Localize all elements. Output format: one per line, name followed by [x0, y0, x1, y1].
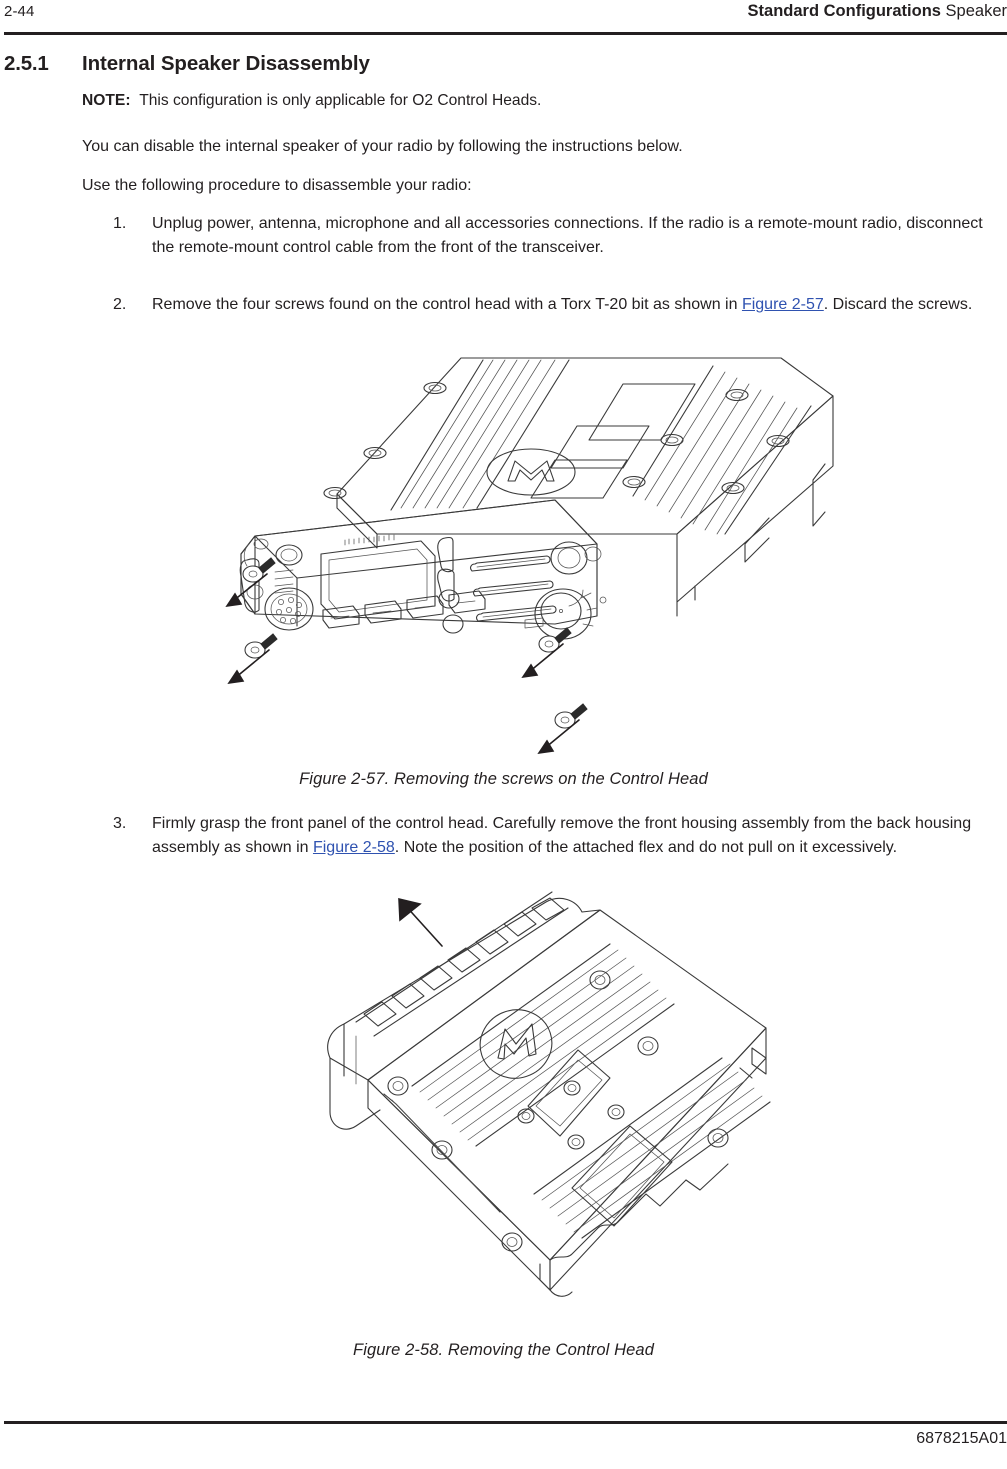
- procedure-step-1: [113, 212, 993, 259]
- procedure-step-3: [113, 812, 993, 859]
- step-text-after: . Note the position of the attached flex and do not pull on it excessively.: [394, 838, 898, 856]
- intro-paragraph-2: Use the following procedure to disassemble your radio:: [82, 177, 472, 194]
- step-text: Unplug power, antenna, microphone and all accessories connections. If the radio is a remote-mount radio, disconnect the remote-mount control cable from the front of the transceiver.: [152, 215, 983, 256]
- footer-part-number: 6878215A01: [916, 1430, 1007, 1447]
- figure-2-58-caption: Figure 2-58. Removing the Control Head: [353, 1341, 654, 1359]
- header-title: [748, 2, 1007, 21]
- step-text-before: Remove the four screws found on the control head with a Torx T-20 bit as shown in: [152, 296, 742, 313]
- note-block: [82, 91, 982, 111]
- note-label: NOTE:: [82, 92, 131, 109]
- step-text: [152, 293, 993, 317]
- header-title-light: Speaker: [940, 2, 1007, 20]
- header-title-bold: Standard Configurations: [747, 2, 941, 20]
- header-page-number: 2-44: [4, 3, 35, 20]
- note-text: This configuration is only applicable for O2 Control Heads.: [139, 92, 542, 109]
- step-text-before: Firmly grasp the front panel of the control head. Carefully remove the front housing assembly from the back housing assembly as shown in: [152, 815, 972, 856]
- figure-2-57-illustration: [225, 348, 865, 760]
- step-number: 2.: [113, 296, 127, 313]
- figure-2-57-caption: Figure 2-57. Removing the screws on the Control Head: [299, 770, 708, 788]
- figure-2-57-link[interactable]: Figure 2-57: [741, 296, 824, 313]
- figure-2-58-link[interactable]: Figure 2-58: [312, 838, 395, 856]
- footer-rule: [4, 1421, 1007, 1424]
- header-rule: [4, 32, 1007, 35]
- intro-paragraph-1: You can disable the internal speaker of your radio by following the instructions below.: [82, 138, 683, 155]
- step-text-after: . Discard the screws.: [823, 296, 973, 313]
- step-number: 1.: [113, 215, 127, 232]
- step-number: 3.: [113, 815, 127, 832]
- step-text: [152, 812, 993, 859]
- section-title: Internal Speaker Disassembly: [82, 52, 370, 75]
- procedure-step-2: [113, 293, 993, 317]
- section-number: 2.5.1: [4, 52, 49, 75]
- figure-2-58-illustration: [300, 868, 820, 1308]
